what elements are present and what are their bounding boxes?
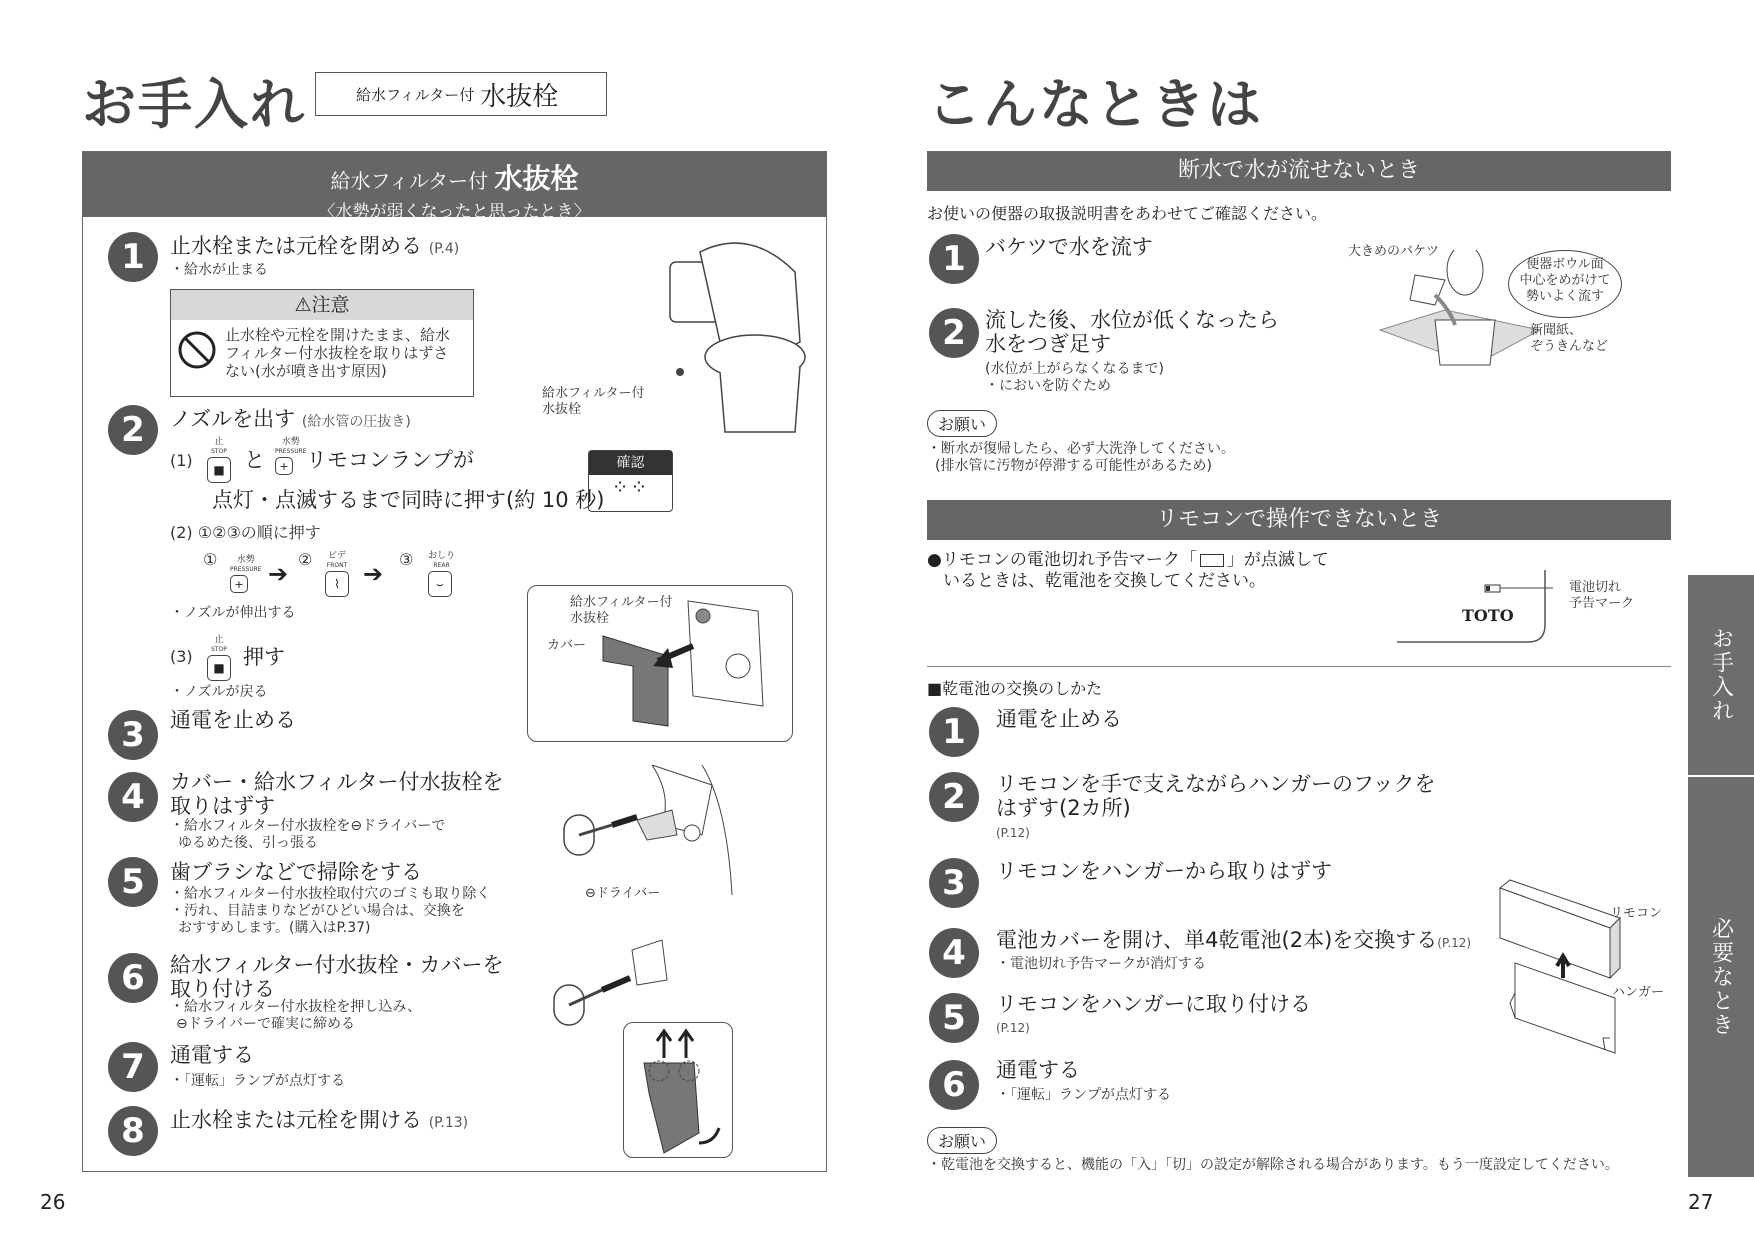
caution-box [170, 289, 474, 397]
screwdriver-illustration [552, 765, 777, 895]
remote-hanger-illustration [1495, 878, 1625, 1058]
section-bar-remote: リモコンで操作できないとき [927, 500, 1671, 540]
instruction-bubble: 便器ボウル面 中心をめがけて 勢いよく流す [1508, 250, 1622, 318]
step-2-sub1-label: (1) [170, 451, 193, 470]
step-7-note: ・「運転」ランプが点灯する [170, 1073, 345, 1089]
b-step-number-6: 6 [929, 1060, 979, 1110]
panel-subtitle: 〈水勢が弱くなったと思ったとき〉 [318, 202, 591, 222]
b-step-number-5: 5 [929, 993, 979, 1043]
bucket-label: 大きめのバケツ [1348, 244, 1439, 259]
valve-label-2: 給水フィルター付 水抜栓 [570, 595, 673, 626]
battery-request: ・乾電池を交換すると、機能の「入」「切」の設定が解除される場合があります。もう一度設定してください。 [927, 1157, 1619, 1173]
b-step-5-title: リモコンをハンガーに取り付ける [996, 992, 1311, 1016]
step-number-4: 4 [108, 772, 158, 822]
hanger-label: ハンガー [1612, 985, 1665, 1000]
stop-key-icon: ■ [207, 655, 231, 681]
remote-label: リモコン [1610, 906, 1663, 921]
b-step-number-1: 1 [929, 707, 979, 757]
plus-key-icon: + [230, 575, 248, 593]
battery-heading: ■乾電池の交換のしかた [927, 679, 1103, 698]
s1-step-2-notes: (水位が上がらなくなるまで) ・においを防ぐため [985, 361, 1164, 394]
note-nozzle-return: ・ノズルが戻る [170, 684, 268, 700]
screwdriver-install-illustration [552, 920, 672, 1030]
b-step-2-title: リモコンを手で支えながらハンガーのフックを はずす(2カ所) [996, 772, 1436, 820]
b-step-number-3: 3 [929, 858, 979, 908]
s1-step-number-2: 2 [929, 308, 979, 358]
stop-key-group: 止 STOP ■ [207, 437, 231, 483]
page-number-left: 26 [40, 1190, 66, 1214]
rear-wash-key-icon: ⌣ [428, 571, 452, 597]
bidet-key-icon: ⌇ [325, 571, 349, 597]
cover-label: カバー [547, 638, 587, 653]
side-tab-maintenance[interactable]: お手入れ [1688, 575, 1754, 775]
step-1-note: ・給水が止まる [170, 262, 268, 278]
step-1-title: 止水栓または元栓を閉める (P.4) [170, 234, 460, 258]
toilet-illustration [660, 232, 810, 442]
b-step-number-2: 2 [929, 772, 979, 822]
b-step-5-ref: (P.12) [996, 1021, 1030, 1035]
step-2-sub3-label: (3) [170, 647, 193, 666]
step-5-title: 歯ブラシなどで掃除をする [170, 860, 422, 884]
seq-num-2: ② [298, 550, 313, 569]
step-number-5: 5 [108, 857, 158, 907]
battery-icon [1200, 554, 1224, 567]
section2-bullet: ●リモコンの電池切れ予告マーク「 」が点滅して いるときは、乾電池を交換してください。 [927, 550, 1329, 591]
b-step-4-note: ・電池切れ予告マークが消灯する [996, 956, 1206, 972]
stop-key-group-2: 止 STOP ■ [207, 635, 231, 681]
b-step-number-4: 4 [929, 928, 979, 978]
b-step-6-title: 通電する [996, 1058, 1080, 1082]
newspaper-label: 新聞紙、 ぞうきんなど [1530, 323, 1609, 354]
section1-intro: お使いの便器の取扱説明書をあわせてご確認ください。 [927, 204, 1328, 223]
subbox-large-text: 水抜栓 [480, 81, 559, 112]
s1-step-1-title: バケツで水を流す [985, 235, 1153, 259]
warning-triangle-icon: ⚠ [294, 294, 312, 316]
step-4-title: カバー・給水フィルター付水抜栓を 取りはずす [170, 770, 504, 818]
s1-step-number-1: 1 [929, 234, 979, 284]
page-heading-left: お手入れ [82, 73, 306, 136]
prohibited-icon [177, 330, 217, 370]
plus-key-icon: + [275, 457, 293, 475]
b-step-2-ref: (P.12) [996, 826, 1030, 840]
panel-title-large: 水抜栓 [494, 162, 579, 195]
step-2-sub3-text: 押す [243, 645, 285, 669]
step-6-title: 給水フィルター付水抜栓・カバーを 取り付ける [170, 953, 504, 1001]
stop-key-icon: ■ [207, 457, 231, 483]
page-heading-right: こんなときは [927, 73, 1263, 136]
b-step-3-title: リモコンをハンガーから取りはずす [996, 859, 1332, 883]
cover-install-drawing [624, 1023, 732, 1157]
section1-request: ・断水が復帰したら、必ず大洗浄してください。 (排水管に汚物が停滞する可能性があるため) [927, 441, 1235, 474]
panel-title-bar [82, 151, 827, 222]
step-8-title: 止水栓または元栓を開ける (P.13) [170, 1108, 469, 1132]
step-2-sub1-text: リモコンランプが [306, 448, 474, 472]
side-tab-troubleshooting[interactable]: 必要なとき [1688, 777, 1754, 1177]
arrow-right-icon: ➔ [363, 560, 384, 588]
step-3-title: 通電を止める [170, 708, 296, 732]
seq-key-3: おしり REAR ⌣ [428, 551, 455, 597]
caution-header: ⚠注意 [171, 290, 473, 320]
confirm-box [588, 450, 673, 512]
seq-key-2: ビデ FRONT ⌇ [325, 551, 349, 597]
step-number-1: 1 [108, 232, 158, 282]
cover-install-illustration [623, 1022, 733, 1158]
seq-num-3: ③ [399, 550, 414, 569]
step-7-title: 通電する [170, 1043, 254, 1067]
step-number-3: 3 [108, 710, 158, 760]
heading-subbox [315, 72, 607, 116]
step-2-sub1-text2: 点灯・点滅するまで同時に押す(約 10 秒) [212, 488, 605, 512]
seq-key-1: 水勢 PRESSURE + [230, 555, 262, 593]
remote-brand-logo: TOTO [1462, 606, 1514, 625]
subbox-small-text: 給水フィルター付 [356, 85, 475, 104]
request-label-1: お願い [927, 410, 997, 437]
b-step-4-title: 電池カバーを開け、単4乾電池(2本)を交換する(P.12) [996, 928, 1472, 952]
step-number-6: 6 [108, 953, 158, 1003]
confirm-label: 確認 [589, 451, 672, 475]
blink-lamp-icon: ⁘⁘ [611, 475, 650, 499]
page-number-right: 27 [1688, 1190, 1714, 1214]
step-2-and: と [244, 448, 265, 472]
section-bar-water-outage: 断水で水が流せないとき [927, 151, 1671, 191]
water-key-group: 水勢 PRESSURE + [275, 437, 307, 475]
screwdriver-label: ⊖ドライバー [585, 886, 661, 901]
step-2-title: ノズルを出す (給水管の圧抜き) [170, 407, 411, 431]
divider [927, 666, 1671, 667]
step-2-sub2: (2) ①②③の順に押す [170, 523, 321, 542]
step-4-notes: ・給水フィルター付水抜栓を⊖ドライバーで ゆるめた後、引っ張る [170, 818, 446, 851]
note-nozzle-extend: ・ノズルが伸出する [170, 605, 296, 621]
seq-num-1: ① [203, 550, 218, 569]
b-step-6-note: ・「運転」ランプが点灯する [996, 1087, 1171, 1103]
valve-label: 給水フィルター付 水抜栓 [542, 386, 645, 417]
arrow-right-icon: ➔ [268, 560, 289, 588]
caution-text: 止水栓や元栓を開けたまま、給水 フィルター付水抜栓を取りはずさ ない(水が噴き出す原因) [225, 326, 451, 380]
s1-step-2-title: 流した後、水位が低くなったら 水をつぎ足す [985, 308, 1279, 356]
b-step-1-title: 通電を止める [996, 707, 1122, 731]
step-number-8: 8 [108, 1106, 158, 1156]
panel-title-small: 給水フィルター付 [330, 169, 489, 193]
step-5-notes: ・給水フィルター付水抜栓取付穴のゴミも取り除く ・汚れ、目詰まりなどがひどい場合は、交換を おすすめします。(購入はP.37) [170, 886, 491, 936]
step-number-7: 7 [108, 1042, 158, 1092]
step-number-2: 2 [108, 405, 158, 455]
battery-mark-label: 電池切れ 予告マーク [1569, 580, 1635, 611]
request-label-2: お願い [927, 1127, 997, 1154]
step-6-notes: ・給水フィルター付水抜栓を押し込み、 ⊖ドライバーで確実に締める [170, 999, 422, 1032]
